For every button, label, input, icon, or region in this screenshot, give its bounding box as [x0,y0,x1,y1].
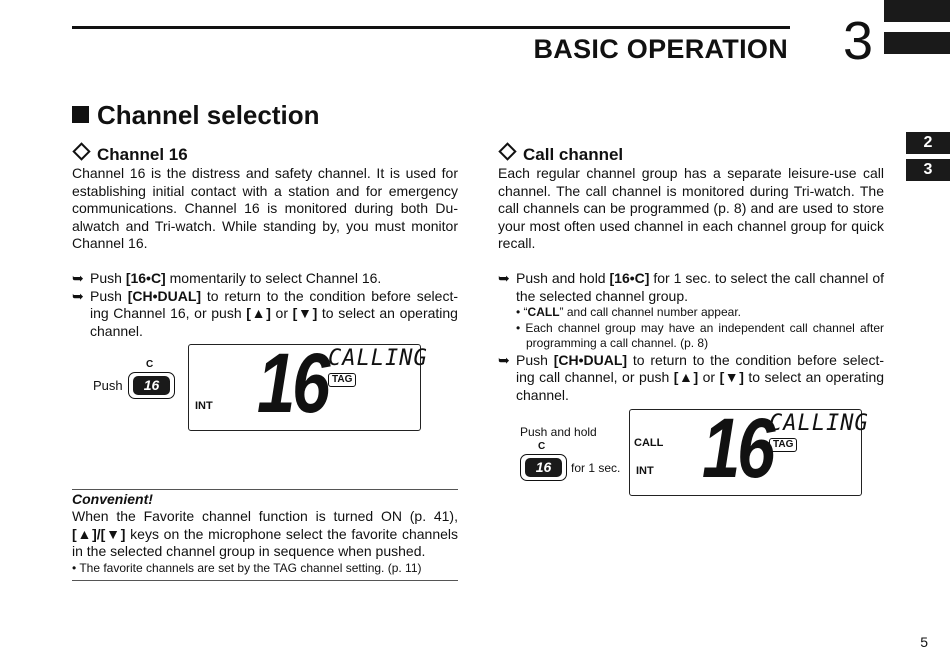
convenient-top-rule [72,489,458,490]
arrow-bullet-icon: ➥ [72,269,84,286]
key-c-label: C [146,359,154,370]
convenient-bottom-rule [72,580,458,581]
key-label: 16 [525,458,562,477]
square-bullet-icon [72,106,89,123]
side-tab-3: 3 [906,159,950,181]
lcd-display-call-channel [629,401,869,496]
header-rule [72,26,790,29]
call-channel-key-button[interactable] [520,454,567,481]
tab-bar-top [884,0,950,22]
convenient-note: • The favorite channels are set by the TAG channel setting. (p. 11) [72,560,422,575]
lcd-channel-number: 16 [702,401,773,495]
chapter-number: 3 [843,11,874,71]
convenient-title: Convenient! [72,491,153,507]
lcd-display-channel16 [188,336,428,431]
lcd-int-indicator: INT [195,400,213,412]
push-and-hold-label: Push and hold [520,425,597,439]
call-channel-note-2: • Each channel group may have an independent call channel after programming a call channel. (p. 8) [516,320,884,351]
lcd-channel-number: 16 [257,336,328,430]
diamond-icon [498,142,516,160]
lcd-call-indicator: CALL [634,437,664,449]
call-channel-body: Each regular channel group has a separate leisure-use call channel. The call channel is monitored during Tri-watch. The call channels can be programmed (p. 8) and are used to store your most often used channel in each channel group for quick recall. [498,165,884,252]
for-one-sec-label: for 1 sec. [571,461,621,475]
channel16-body: Channel 16 is the distress and safety channel. It is used for establishing initial contact with a station and for emergency communications. Channel 16 is monitored during both Du-alwatch and Tri-watch. While standing by, you must monitor Channel 16. [72,165,458,252]
arrow-bullet-icon: ➥ [72,287,84,304]
channel16-step-2: ➥ Push [CH•DUAL] to return to the condition before select-ing Channel 16, or push [▲] or [▼] to select an operating channel. [72,287,458,339]
tab-bar-bottom [884,32,950,54]
convenient-box [72,491,458,576]
side-tab-2: 2 [906,132,950,154]
section-title: Channel selection [72,100,320,131]
arrow-bullet-icon: ➥ [498,269,510,286]
channel16-key-button[interactable] [128,372,175,399]
lcd-tag-badge: TAG [769,438,797,452]
call-channel-heading: Call channel [498,145,884,165]
call-channel-step-1: ➥ Push and hold [16•C] for 1 sec. to select the call channel of the selected channel group. [498,269,884,304]
page-number: 5 [920,634,928,650]
diamond-icon [72,142,90,160]
channel16-step-1: ➥ Push [16•C] momentarily to select Channel 16. [72,269,382,286]
lcd-calling-text: CALLING [328,346,428,371]
convenient-body: When the Favorite channel function is turned ON (p. 41), [▲]/[▼] keys on the microphone select the favorite channels in the selected channel group in sequence when pushed. [72,508,458,560]
lcd-calling-text: CALLING [769,411,869,436]
channel16-section [72,145,458,340]
lcd-int-indicator: INT [636,465,654,477]
call-channel-step-2: ➥ Push [CH•DUAL] to return to the condition before select-ing call channel, or push [▲] or [▼] to select an operating channel. [498,351,885,403]
key-c-label: C [538,441,546,452]
key-label: 16 [133,376,170,395]
call-channel-note-1: • “CALL” and call channel number appear. [516,305,741,320]
lcd-tag-badge: TAG [328,373,356,387]
chapter-title: BASIC OPERATION [533,34,788,64]
arrow-bullet-icon: ➥ [498,351,510,368]
push-label: Push [93,378,123,393]
channel16-heading: Channel 16 [72,145,458,165]
call-channel-section [498,145,884,404]
